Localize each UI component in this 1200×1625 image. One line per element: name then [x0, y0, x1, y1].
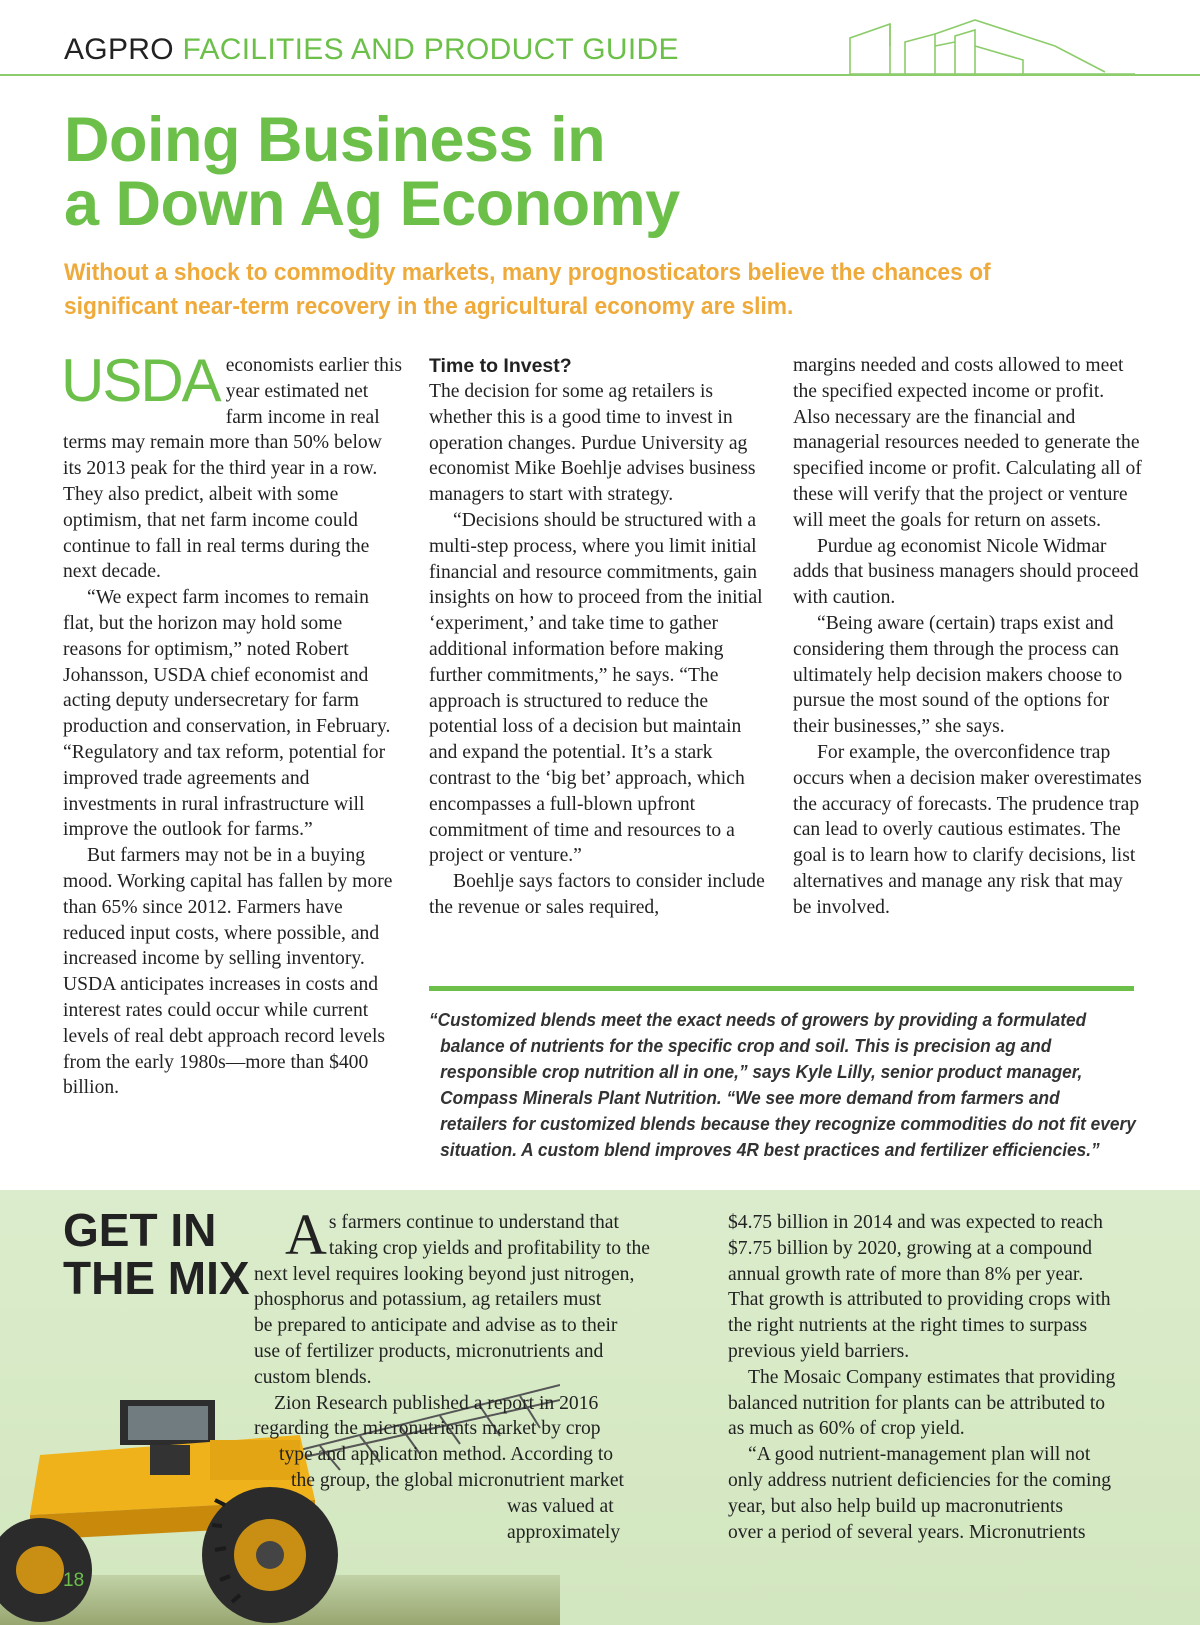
sidebar-column-2: [728, 1210, 1148, 1545]
col2-paragraph-1: The decision for some ag retailers is whether this is a good time to invest in operation changes. Purdue University ag economist Mike Boehlje advises business managers to start with strategy.: [429, 381, 756, 506]
col3-paragraph-4: For example, the overconfidence trap occurs when a decision maker overestimates the accuracy of forecasts. The prudence trap can lead to overly cautious estimates. The goal is to learn how to clarify decisions, list alternatives and manage any risk that may be involved.: [793, 741, 1142, 918]
title-line-2: a Down Ag Economy: [64, 169, 680, 239]
sidebar-line: Zion Research published a report in 2016: [274, 1392, 599, 1414]
sidebar-line: only address nutrient deficiencies for the coming: [728, 1469, 1112, 1491]
sidebar-line: previous yield barriers.: [728, 1340, 910, 1362]
sidebar-line: the right nutrients at the right times to surpass: [728, 1315, 1088, 1337]
col1-paragraph-2: “We expect farm incomes to remain flat, but the horizon may hold some reasons for optimism,” noted Robert Johansson, USDA chief economist and acting deputy undersecretary for farm production and conservation, in February. “Regulatory and tax reform, potential for improved trade agreements and investments in rural infrastructure will improve the outlook for farms.”: [63, 587, 391, 841]
pullquote-line: Compass Minerals Plant Nutrition. “We see more demand from farmers and: [440, 1087, 1060, 1108]
pullquote-line: retailers for customized blends because they recognize commodities do not fit every: [440, 1113, 1136, 1134]
article-column-1: [61, 347, 403, 1101]
col3-paragraph-2: Purdue ag economist Nicole Widmar adds that business managers should proceed with caution.: [793, 535, 1139, 609]
pullquote-line: balance of nutrients for the specific crop and soil. This is precision ag and: [440, 1035, 1052, 1056]
header-rule: [0, 74, 1200, 76]
col3-paragraph-1: margins needed and costs allowed to meet the specified expected income or profit. Also necessary are the financial and managerial resources needed to generate the specified income or profit. Calculating all of these will verify that the project or venture will meet the goals for return on assets.: [793, 355, 1142, 531]
sidebar-line: balanced nutrition for plants can be attributed to: [728, 1392, 1106, 1414]
sidebar-line: as much as 60% of crop yield.: [728, 1418, 965, 1440]
sidebar-line: s farmers continue to understand that: [328, 1212, 619, 1233]
sidebar-line: The Mosaic Company estimates that providing: [748, 1366, 1116, 1388]
col1-paragraph-3: But farmers may not be in a buying mood. Working capital has fallen by more than 65% since 2012. Farmers have reduced input costs, where possible, and increased income by selling inventory. USDA anticipates increases in costs and interest rates could occur while current levels of real debt approach record levels from the early 1980s—more than $400 billion.: [63, 845, 393, 1099]
pullquote-line: “Customized blends meet the exact needs of growers by providing a formulated: [429, 1009, 1087, 1030]
pullquote-rule: [429, 986, 1134, 991]
pullquote-line: responsible crop nutrition all in one,” says Kyle Lilly, senior product manager,: [440, 1061, 1083, 1082]
sidebar-line: $7.75 billion by 2020, growing at a compound: [728, 1237, 1093, 1259]
sidebar-line: taking crop yields and profitability to the: [328, 1237, 650, 1259]
sidebar-line: custom blends.: [254, 1366, 372, 1388]
header-guide-title: FACILITIES AND PRODUCT GUIDE: [182, 33, 679, 66]
article-column-3: [793, 353, 1143, 921]
article-title: [64, 105, 1064, 239]
col1-paragraph-1: economists earlier this year estimated net farm income in real terms may remain more than 50% below its 2013 peak for the third year in a row. They also predict, albeit with some optimism, that net farm income could continue to fall in real terms during the next decade.: [63, 355, 402, 583]
sidebar-title-line-2: THE MIX: [63, 1252, 250, 1304]
dropcap-usda: USDA: [61, 347, 220, 414]
sidebar-line: the group, the global micronutrient market: [291, 1469, 624, 1491]
subhead-time-to-invest: Time to Invest?: [429, 355, 572, 377]
pullquote-line: situation. A custom blend improves 4R best practices and fertilizer efficiencies.”: [440, 1139, 1100, 1160]
header-brand: AGPRO: [64, 33, 174, 66]
sidebar-line: was valued at: [507, 1495, 614, 1517]
col2-paragraph-2: “Decisions should be structured with a multi-step process, where you limit initial financial and resource commitments, gain insights on how to proceed from the initial ‘experiment,’ and take time to gather additional information before making further commitments,” he says. “The approach is structured to reduce the potential loss of a decision but maintain and expand the potential. It’s a stark contrast to the ‘big bet’ approach, which encompasses a full-blown upfront commitment of time and resources to a project or venture.”: [429, 509, 763, 867]
sidebar-line: annual growth rate of more than 8% per year.: [728, 1263, 1084, 1285]
sidebar-title-line-1: GET IN: [63, 1204, 217, 1256]
article-deck: Without a shock to commodity markets, many prognosticators believe the chances of significant near-term recovery in the agricultural economy are slim.: [64, 259, 991, 320]
sidebar-line: year, but also help build up macronutrients: [728, 1495, 1063, 1517]
col3-paragraph-3: “Being aware (certain) traps exist and considering them through the process can ultimately help decision makers choose to pursue the most sound of the options for their businesses,” she says.: [793, 612, 1123, 738]
buildings-logo-icon: [845, 16, 1145, 76]
page-header: [0, 0, 1200, 80]
sidebar-line: $4.75 billion in 2014 and was expected to reach: [728, 1212, 1103, 1233]
sidebar-line: phosphorus and potassium, ag retailers must: [254, 1289, 602, 1311]
sidebar-line: over a period of several years. Micronutrients: [728, 1521, 1086, 1543]
dropcap-a: A: [285, 1202, 327, 1267]
sidebar-line: next level requires looking beyond just nitrogen,: [254, 1263, 635, 1285]
sidebar-line: “A good nutrient-management plan will not: [748, 1444, 1091, 1466]
section-header: [64, 30, 679, 70]
page-number: 18: [63, 1570, 85, 1591]
article-column-2: [429, 353, 769, 921]
sidebar-line: regarding the micronutrients market by crop: [254, 1418, 601, 1440]
sidebar-line: use of fertilizer products, micronutrients and: [254, 1340, 604, 1362]
sidebar-line: type and application method. According to: [279, 1444, 614, 1466]
title-line-1: Doing Business in: [64, 105, 606, 175]
pullquote: [429, 1007, 1136, 1163]
col2-paragraph-3: Boehlje says factors to consider include the revenue or sales required,: [429, 871, 765, 918]
sidebar-line: be prepared to anticipate and advise as to their: [254, 1315, 618, 1337]
sidebar-title: [63, 1206, 250, 1302]
sidebar-line: approximately: [507, 1521, 621, 1543]
sidebar-column-1: [254, 1202, 705, 1545]
sidebar-line: That growth is attributed to providing crops with: [728, 1289, 1111, 1311]
